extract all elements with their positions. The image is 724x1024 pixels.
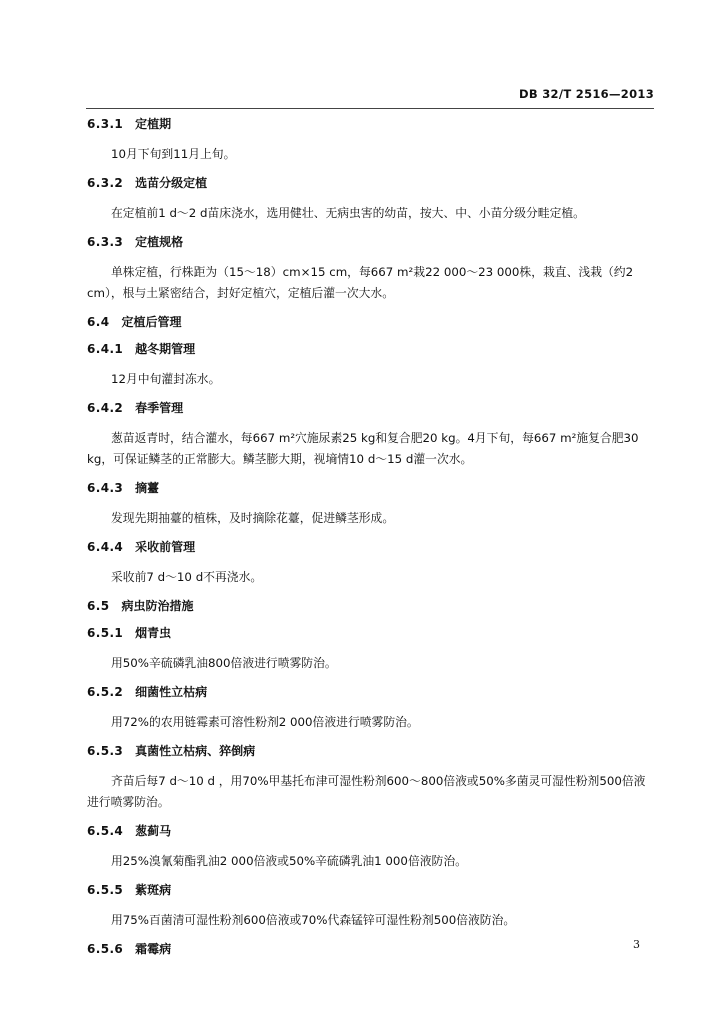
paragraph: 单株定植，行株距为（15～18）cm×15 cm，每667 m²栽22 000～23 000株，栽直、浅栽（约2 cm），根与土紧密结合，封好定植穴，定植后灌一次大水。 xyxy=(87,265,634,300)
section xyxy=(87,400,657,480)
section-title: 定植后管理 xyxy=(121,315,182,329)
section xyxy=(87,314,657,341)
section xyxy=(87,539,657,598)
section-title: 春季管理 xyxy=(135,401,184,415)
section xyxy=(87,175,657,234)
section-title: 真菌性立枯病、猝倒病 xyxy=(135,744,256,758)
section-number: 6.4.4 xyxy=(87,540,124,554)
paragraph: 葱苗返青时，结合灌水，每667 m²穴施尿素25 kg和复合肥20 kg。4月下旬，每667 m²施复合肥30 kg，可保证鳞茎的正常膨大。鳞茎膨大期，视墒情10 d～15 d灌一次水。 xyxy=(87,431,639,466)
section xyxy=(87,882,657,941)
paragraph: 齐苗后每7 d～10 d ，用70%甲基托布津可湿性粉剂600～800倍液或50%多菌灵可湿性粉剂500倍液进行喷雾防治。 xyxy=(87,774,646,809)
section-heading xyxy=(87,598,657,615)
section-number: 6.4.2 xyxy=(87,401,124,415)
section xyxy=(87,341,657,400)
section-heading xyxy=(87,625,657,642)
section-number: 6.5.4 xyxy=(87,824,124,838)
section xyxy=(87,234,657,314)
section-title: 选苗分级定植 xyxy=(135,176,208,190)
section-number: 6.3.3 xyxy=(87,235,124,249)
section-title: 病虫防治措施 xyxy=(121,599,194,613)
section-title: 摘薹 xyxy=(135,481,160,495)
section-heading xyxy=(87,175,657,192)
section xyxy=(87,941,657,968)
section-title: 采收前管理 xyxy=(135,540,196,554)
section-title: 烟青虫 xyxy=(135,626,172,640)
section xyxy=(87,823,657,882)
section-number: 6.5.3 xyxy=(87,744,124,758)
section-title: 细菌性立枯病 xyxy=(135,685,208,699)
section xyxy=(87,625,657,684)
section-heading xyxy=(87,941,657,958)
standard-code: DB 32/T 2516—2013 xyxy=(519,87,654,101)
section-number: 6.5.6 xyxy=(87,942,124,956)
section xyxy=(87,743,657,823)
paragraph: 用72%的农用链霉素可溶性粉剂2 000倍液进行喷雾防治。 xyxy=(111,715,419,729)
paragraph: 采收前7 d～10 d不再浇水。 xyxy=(111,570,263,584)
paragraph: 用50%辛硫磷乳油800倍液进行喷雾防治。 xyxy=(111,656,337,670)
section-title: 定植规格 xyxy=(135,235,184,249)
section-number: 6.4.3 xyxy=(87,481,124,495)
paragraph: 在定植前1 d～2 d苗床浇水，选用健壮、无病虫害的幼苗，按大、中、小苗分级分畦定植。 xyxy=(111,206,585,220)
section xyxy=(87,598,657,625)
section-title: 霜霉病 xyxy=(135,942,172,956)
section-heading xyxy=(87,234,657,251)
section xyxy=(87,684,657,743)
section-heading xyxy=(87,684,657,701)
section-title: 定植期 xyxy=(135,117,172,131)
section-heading xyxy=(87,400,657,417)
section-number: 6.4.1 xyxy=(87,342,124,356)
section-number: 6.4 xyxy=(87,315,110,329)
document-body xyxy=(87,116,657,968)
page-number: 3 xyxy=(633,938,640,951)
section-number: 6.3.2 xyxy=(87,176,124,190)
paragraph: 10月下旬到11月上旬。 xyxy=(111,147,236,161)
section-title: 紫斑病 xyxy=(135,883,172,897)
section-heading xyxy=(87,743,657,760)
section xyxy=(87,116,657,175)
paragraph: 发现先期抽薹的植株，及时摘除花薹，促进鳞茎形成。 xyxy=(111,511,395,525)
section-number: 6.5.5 xyxy=(87,883,124,897)
section-number: 6.5.2 xyxy=(87,685,124,699)
section-heading xyxy=(87,116,657,133)
section-title: 越冬期管理 xyxy=(135,342,196,356)
section-heading xyxy=(87,882,657,899)
section xyxy=(87,480,657,539)
section-title: 葱蓟马 xyxy=(135,824,172,838)
paragraph: 12月中旬灌封冻水。 xyxy=(111,372,221,386)
section-heading xyxy=(87,539,657,556)
header-rule xyxy=(86,108,654,109)
section-number: 6.5.1 xyxy=(87,626,124,640)
section-number: 6.5 xyxy=(87,599,110,613)
section-heading xyxy=(87,341,657,358)
paragraph: 用75%百菌清可湿性粉剂600倍液或70%代森锰锌可湿性粉剂500倍液防治。 xyxy=(111,913,516,927)
section-heading xyxy=(87,823,657,840)
section-number: 6.3.1 xyxy=(87,117,124,131)
section-heading xyxy=(87,480,657,497)
paragraph: 用25%溴氰菊酯乳油2 000倍液或50%辛硫磷乳油1 000倍液防治。 xyxy=(111,854,467,868)
section-heading xyxy=(87,314,657,331)
